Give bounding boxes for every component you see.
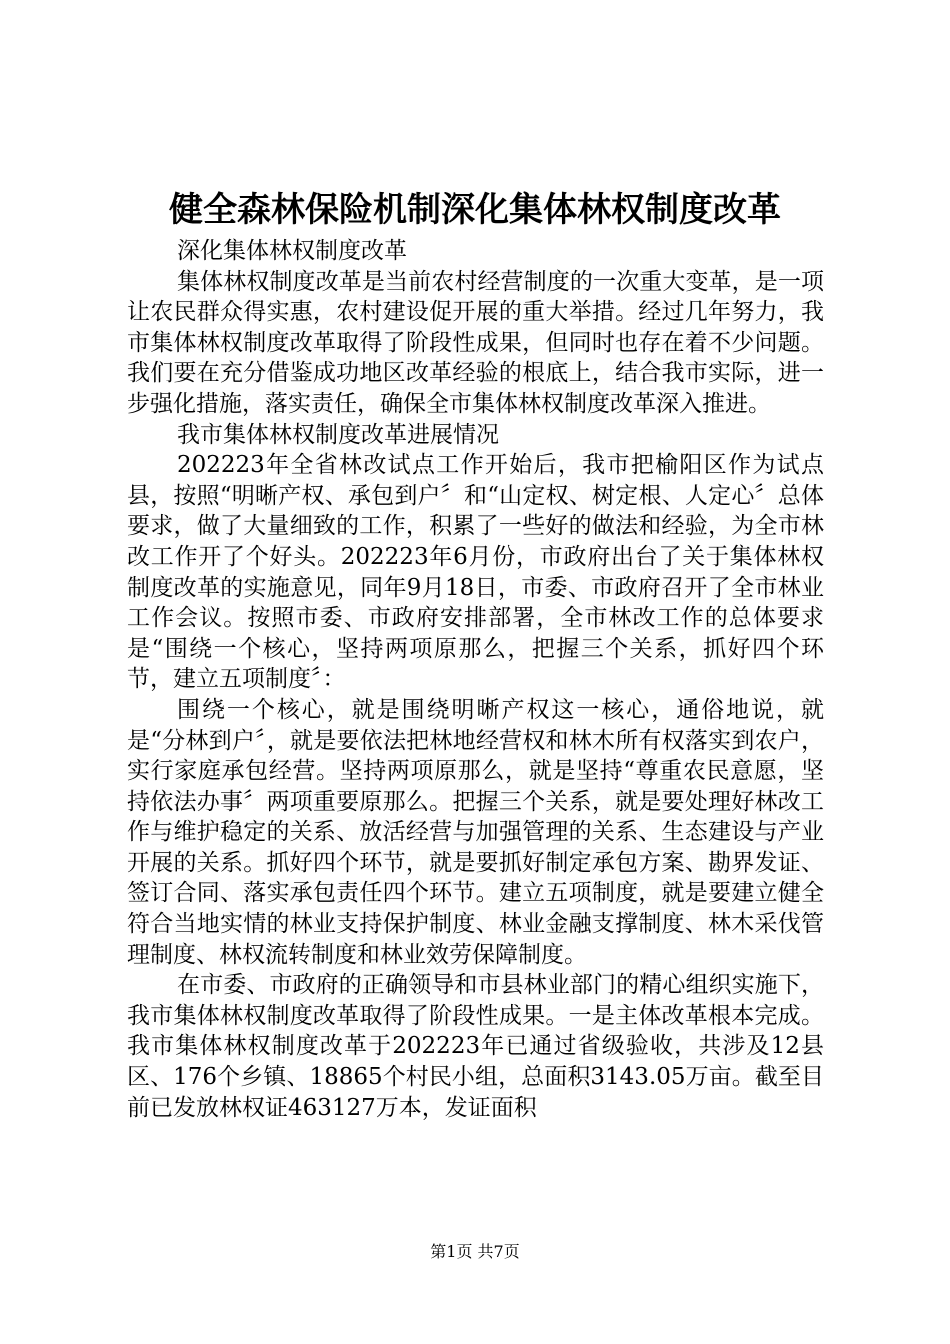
body-paragraph: 在市委、市政府的正确领导和市县林业部门的精心组织实施下，我市集体林权制度改革取得了阶段性成果。一是主体改革根本完成。我市集体林权制度改革于202223年已通过省级验收，共涉及12县区、176个乡镇、18865个村民小组，总面积3143.05万亩。截至目前已发放林权证463127万本，发证面积 <box>127 972 824 1121</box>
document-title: 健全森林保险机制深化集体林权制度改革 <box>169 190 781 230</box>
page-number: 第1页 共7页 <box>430 1242 520 1261</box>
section-heading: 深化集体林权制度改革 <box>177 238 407 264</box>
body-paragraph: 202223年全省林改试点工作开始后，我市把榆阳区作为试点县，按照“明晰产权、承包到户〞和“山定权、树定根、人定心〞总体要求，做了大量细致的工作，积累了一些好的做法和经验，为全市林改工作开了个好头。202223年6月份，市政府出台了关于集体林权制度改革的实施意见，同年9月18日，市委、市政府召开了全市林业工作会议。按照市委、市政府安排部署，全市林改工作的总体要求是“围绕一个核心，坚持两项原那么，把握三个关系，抓好四个环节，建立五项制度〞： <box>127 452 824 693</box>
section-heading: 我市集体林权制度改革进展情况 <box>177 421 499 448</box>
body-paragraph: 围绕一个核心，就是围绕明晰产权这一核心，通俗地说，就是“分林到户〞，就是要依法把林地经营权和林木所有权落实到农户，实行家庭承包经营。坚持两项原那么，就是坚持“尊重农民意愿，坚持依法办事〞两项重要原那么。把握三个关系，就是要处理好林改工作与维护稳定的关系、放活经营与加强管理的关系、生态建设与产业开展的关系。抓好四个环节，就是要抓好制定承包方案、勘界发证、签订合同、落实承包责任四个环节。建立五项制度，就是要建立健全符合当地实情的林业支持保护制度、林业金融支撑制度、林木采伐管理制度、林权流转制度和林业效劳保障制度。 <box>127 696 824 968</box>
body-paragraph: 集体林权制度改革是当前农村经营制度的一次重大变革，是一项让农民群众得实惠，农村建设促开展的重大举措。经过几年努力，我市集体林权制度改革取得了阶段性成果，但同时也存在着不少问题。我们要在充分借鉴成功地区改革经验的根底上，结合我市实际，进一步强化措施，落实责任，确保全市集体林权制度改革深入推进。 <box>127 268 824 417</box>
document-body <box>127 236 824 1123</box>
